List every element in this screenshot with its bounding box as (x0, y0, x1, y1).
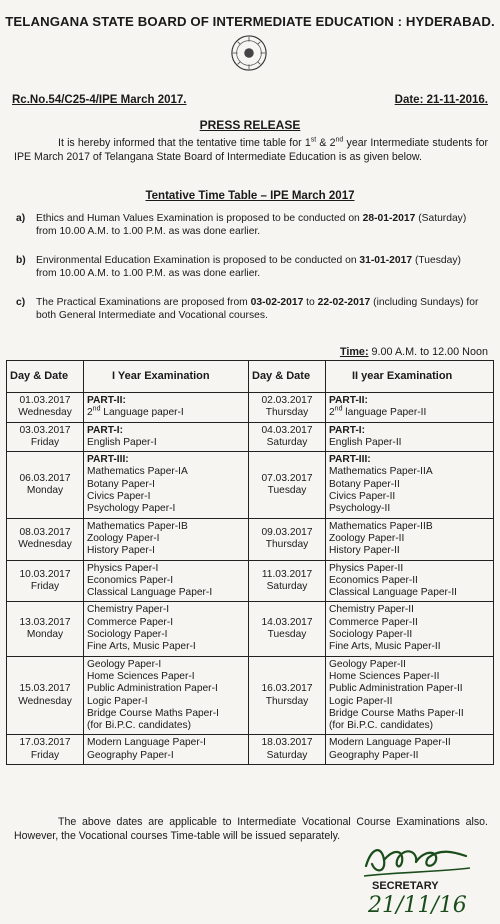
issue-date: Date: 21-11-2016. (394, 94, 488, 106)
exam-subject: Commerce Paper-I (87, 616, 174, 628)
exam-subject: Classical Language Paper-I (87, 587, 213, 599)
exam-date: 16.03.2017 (261, 683, 313, 695)
exam-subject: Economics Paper-II (329, 574, 418, 586)
table-row (7, 656, 494, 735)
exam-subject: Bridge Course Maths Paper-II (329, 707, 464, 719)
exam-day-date (7, 518, 84, 560)
point-text: The Practical Examinations are proposed from (36, 297, 251, 308)
exam-date: 11.03.2017 (261, 568, 313, 580)
exam-date: 14.03.2017 (261, 616, 313, 628)
exam-subjects (84, 422, 249, 452)
exam-weekday: Wednesday (18, 407, 72, 419)
exam-day-date (7, 560, 84, 602)
exam-subject: Home Sciences Paper-II (329, 670, 440, 682)
exam-subject: Bridge Course Maths Paper-I (87, 707, 219, 719)
point-date: 22-02-2017 (317, 297, 371, 308)
exam-day-date (249, 452, 326, 518)
exam-subjects (84, 656, 249, 735)
exam-day-date (7, 735, 84, 765)
exam-date: 18.03.2017 (261, 737, 313, 749)
time-table (6, 360, 494, 765)
exam-day-date (7, 602, 84, 656)
exam-subject: Chemistry Paper-II (329, 604, 414, 616)
table-row (7, 735, 494, 765)
point-b (16, 254, 482, 280)
exam-subject: PART-II: (329, 395, 368, 406)
exam-subject: Physics Paper-I (87, 562, 159, 574)
point-text: Environmental Education Examination is proposed to be conducted on (36, 255, 360, 266)
exam-weekday: Friday (30, 581, 60, 592)
exam-date: 08.03.2017 (19, 526, 71, 538)
intro-sup: nd (335, 136, 344, 144)
exam-date: 02.03.2017 (261, 395, 313, 406)
reference-number: Rc.No.54/C25-4/IPE March 2017. (12, 94, 187, 106)
exam-subject: PART-I: (87, 424, 124, 436)
exam-subject: Civics Paper-I (87, 491, 151, 503)
press-release-heading: PRESS RELEASE (199, 118, 301, 132)
secretary-signature (358, 838, 478, 918)
exam-subject: Civics Paper-II (329, 491, 396, 503)
point-label: c) (16, 297, 26, 308)
exam-date: 06.03.2017 (19, 472, 71, 484)
exam-subject: Psychology-II (329, 503, 391, 515)
exam-date: 13.03.2017 (19, 616, 71, 628)
exam-weekday: Saturday (266, 581, 308, 592)
exam-subject: Geography Paper-I (87, 749, 174, 761)
intro-text: It is hereby informed that the tentative time table for 1 (58, 137, 311, 149)
exam-subject: Botany Paper-II (329, 478, 400, 490)
exam-subject: English Paper-I (87, 436, 157, 448)
exam-subject: History Paper-I (87, 545, 155, 557)
point-text: (including Sundays) for both General Intermediate and Vocational courses. (36, 297, 479, 321)
exam-subject: Mathematics Paper-IB (87, 520, 188, 532)
exam-subjects (326, 518, 494, 560)
footer-note: The above dates are applicable to Intermediate Vocational Course Examinations also. However, the Vocational courses Time-table will be issued separately. (14, 816, 488, 842)
exam-subject: History Paper-II (329, 545, 400, 557)
point-text: (Saturday) from 10.00 A.M. to 1.00 P.M. as was done earlier. (36, 213, 467, 237)
exam-subject: Modern Language Paper-II (329, 737, 451, 749)
exam-subject: Fine Arts, Music Paper-II (329, 641, 441, 653)
exam-subject: Chemistry Paper-I (87, 604, 170, 616)
exam-subject: Classical Language Paper-II (329, 587, 457, 599)
time-value: 9.00 A.M. to 12.00 Noon (368, 346, 488, 358)
exam-weekday: Friday (30, 749, 60, 761)
point-text: (Tuesday) from 10.00 A.M. to 1.00 P.M. as was done earlier. (36, 255, 461, 279)
exam-subjects (84, 560, 249, 602)
exam-date: 09.03.2017 (261, 526, 313, 538)
exam-day-date (7, 656, 84, 735)
intro-sup: st (310, 136, 317, 144)
exam-date: 03.03.2017 (19, 424, 71, 436)
exam-subject: Botany Paper-I (87, 478, 155, 490)
intro-paragraph (14, 136, 488, 164)
exam-subject: Zoology Paper-I (87, 532, 160, 544)
exam-weekday: Thursday (265, 407, 309, 419)
exam-subject: Fine Arts, Music Paper-I (87, 641, 196, 653)
exam-weekday: Thursday (265, 695, 309, 707)
tentative-time-table-title: Tentative Time Table – IPE March 2017 (145, 190, 355, 202)
exam-weekday: Saturday (266, 749, 308, 761)
exam-subject: Zoology Paper-II (329, 532, 405, 544)
exam-weekday: Thursday (265, 539, 309, 551)
point-date: 03-02-2017 (250, 297, 304, 308)
exam-subject: (for Bi.P.C. candidates) (87, 720, 191, 732)
board-title: TELANGANA STATE BOARD OF INTERMEDIATE EDUCATION : HYDERABAD. (5, 14, 495, 29)
exam-subject: Home Sciences Paper-I (87, 670, 195, 682)
exam-subjects (326, 735, 494, 765)
board-seal-icon (230, 34, 268, 72)
svg-text:21/11/16: 21/11/16 (368, 893, 467, 918)
header-second-year: II year Examination (326, 361, 494, 393)
exam-date: 15.03.2017 (19, 683, 71, 695)
point-text: to (303, 297, 318, 308)
exam-subjects (326, 560, 494, 602)
exam-weekday: Wednesday (18, 695, 72, 707)
exam-day-date (249, 518, 326, 560)
exam-subjects (84, 393, 249, 423)
exam-weekday: Monday (26, 484, 64, 496)
exam-weekday: Tuesday (267, 484, 307, 496)
exam-weekday: Tuesday (267, 629, 307, 641)
point-date: 28-01-2017 (362, 213, 416, 224)
exam-date: 10.03.2017 (19, 568, 71, 580)
point-a (16, 212, 482, 238)
point-c (16, 296, 482, 322)
exam-subject: Geography Paper-II (329, 749, 419, 761)
exam-subject: Public Administration Paper-I (87, 683, 218, 695)
exam-subject: PART-III: (87, 454, 129, 466)
exam-subject: Mathematics Paper-IIB (329, 520, 433, 532)
table-header-row (7, 361, 494, 393)
exam-subject: English Paper-II (329, 436, 402, 448)
table-row (7, 560, 494, 602)
exam-subject: PART-II: (87, 395, 126, 406)
exam-subject: Commerce Paper-II (329, 616, 418, 628)
exam-date: 04.03.2017 (261, 424, 313, 436)
header-day-date: Day & Date (249, 361, 326, 393)
exam-subjects (84, 518, 249, 560)
table-row (7, 518, 494, 560)
exam-subject: PART-III: (329, 454, 371, 466)
exam-day-date (249, 422, 326, 452)
exam-subjects (326, 656, 494, 735)
exam-subject: Economics Paper-I (87, 574, 174, 586)
exam-day-date (249, 656, 326, 735)
exam-subject: Sociology Paper-I (87, 629, 168, 641)
exam-day-date (249, 393, 326, 423)
intro-text: & 2 (316, 137, 336, 149)
exam-subject: Public Administration Paper-II (329, 683, 463, 695)
exam-weekday: Wednesday (18, 539, 72, 551)
exam-date: 01.03.2017 (19, 395, 71, 406)
secretary-label: SECRETARY (372, 880, 439, 892)
exam-subjects (84, 735, 249, 765)
exam-weekday: Friday (30, 436, 60, 448)
exam-day-date (249, 735, 326, 765)
table-row (7, 452, 494, 518)
exam-day-date (249, 560, 326, 602)
exam-subject: 2nd Language paper-I (87, 405, 184, 419)
exam-day-date (249, 602, 326, 656)
exam-date: 17.03.2017 (19, 737, 71, 749)
intro-text: year Intermediate students for IPE March 2017 of Telangana State Board of Intermediate Education is as given below. (14, 137, 488, 163)
table-row (7, 422, 494, 452)
header-first-year: I Year Examination (84, 361, 249, 393)
exam-day-date (7, 422, 84, 452)
exam-subjects (326, 602, 494, 656)
exam-subjects (84, 452, 249, 518)
exam-subject: Logic Paper-I (87, 695, 148, 707)
exam-subject: (for Bi.P.C. candidates) (329, 720, 433, 732)
exam-subject: Geology Paper-II (329, 658, 407, 670)
exam-subjects (84, 602, 249, 656)
time-label: Time: (339, 346, 369, 358)
exam-subject: PART-I: (329, 424, 366, 436)
table-row (7, 393, 494, 423)
exam-subject: Logic Paper-II (329, 695, 393, 707)
exam-weekday: Monday (26, 629, 64, 641)
exam-subject: Physics Paper-II (329, 562, 404, 574)
exam-subjects (326, 422, 494, 452)
exam-day-date (7, 393, 84, 423)
exam-subject: Mathematics Paper-IA (87, 466, 188, 478)
exam-subject: 2nd language Paper-II (329, 405, 427, 419)
exam-subjects (326, 393, 494, 423)
exam-subject: Mathematics Paper-IIA (329, 466, 433, 478)
exam-subject: Psychology Paper-I (87, 503, 176, 515)
exam-time (340, 346, 488, 358)
exam-subject: Sociology Paper-II (329, 629, 413, 641)
exam-day-date (7, 452, 84, 518)
point-date: 31-01-2017 (359, 255, 413, 266)
exam-date: 07.03.2017 (261, 472, 313, 484)
exam-subject: Geology Paper-I (87, 658, 162, 670)
point-label: b) (16, 255, 26, 266)
header-day-date: Day & Date (7, 361, 84, 393)
exam-weekday: Saturday (266, 436, 308, 448)
exam-subjects (326, 452, 494, 518)
table-row (7, 602, 494, 656)
point-text: Ethics and Human Values Examination is proposed to be conducted on (36, 213, 363, 224)
exam-subject: Modern Language Paper-I (87, 737, 206, 749)
point-label: a) (16, 213, 26, 224)
